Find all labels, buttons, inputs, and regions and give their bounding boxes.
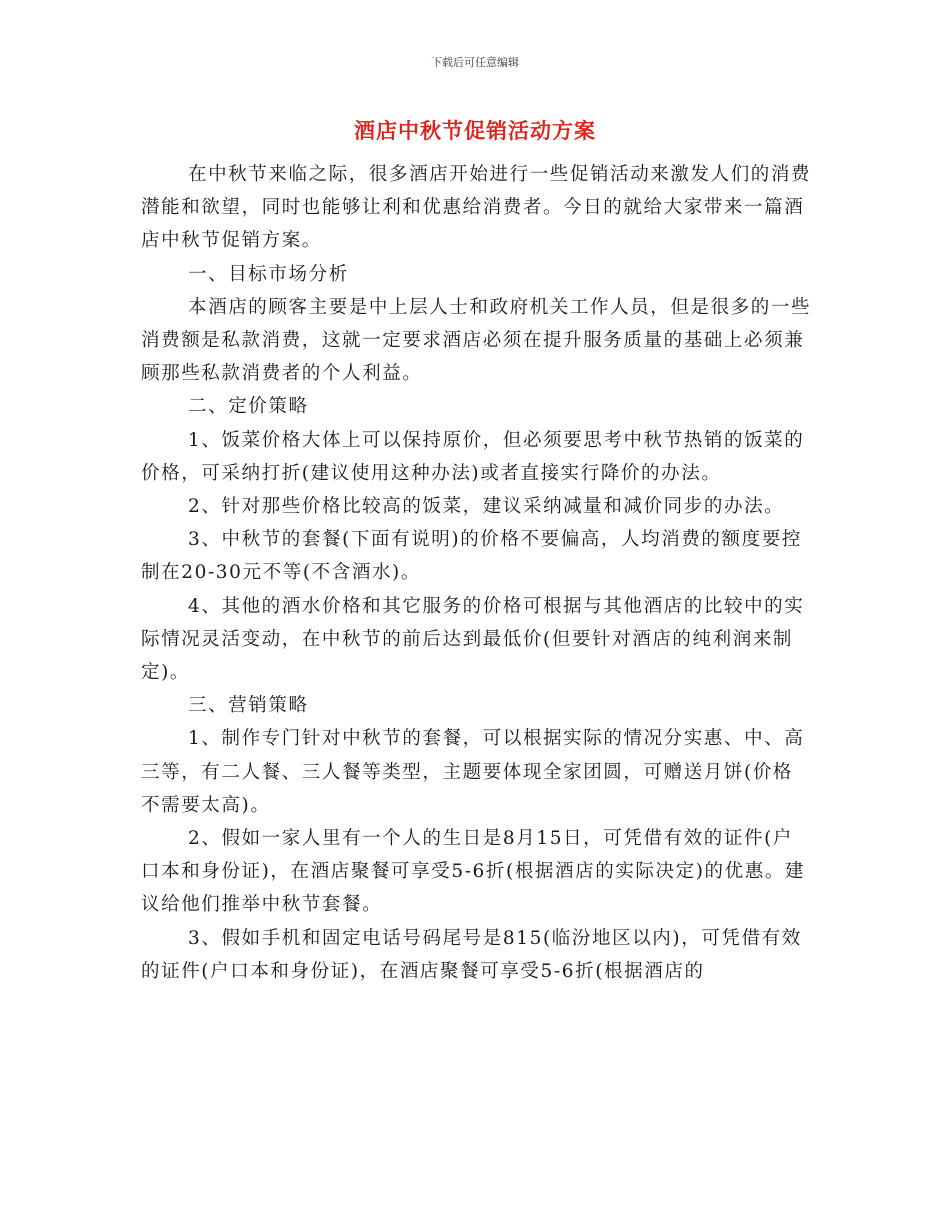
section-heading-market-analysis: 一、目标市场分析	[188, 263, 349, 285]
section-heading-pricing: 二、定价策略	[188, 396, 309, 418]
section-heading-marketing: 三、营销策略	[188, 695, 309, 717]
paragraph-pricing-2: 2、针对那些价格比较高的饭菜，建议采纳减量和减价同步的办法。	[188, 496, 785, 518]
paragraph-marketing-1: 1、制作专门针对中秋节的套餐，可以根据实际的情况分实惠、中、高三等，有二人餐、三人餐等类型，主题要体现全家团圆，可赠送月饼(价格不需要太高)。	[141, 728, 805, 816]
document-body	[141, 158, 813, 988]
page-header-note: 下载后可任意编辑	[431, 56, 519, 69]
paragraph-pricing-3: 3、中秋节的套餐(下面有说明)的价格不要偏高，人均消费的额度要控制在20-30元不等(不含酒水)。	[141, 529, 802, 584]
paragraph-pricing-4: 4、其他的酒水价格和其它服务的价格可根据与其他酒店的比较中的实际情况灵活变动，在中秋节的前后达到最低价(但要针对酒店的纯利润来制定)。	[141, 595, 805, 684]
paragraph-marketing-2: 2、假如一家人里有一个人的生日是8月15日，可凭借有效的证件(户口本和身份证)，在酒店聚餐可享受5-6折(根据酒店的实际决定)的优惠。建议给他们推举中秋节套餐。	[141, 828, 806, 916]
document-title: 酒店中秋节促销活动方案	[354, 118, 596, 143]
paragraph-marketing-3: 3、假如手机和固定电话号码尾号是815(临汾地区以内)，可凭借有效的证件(户口本和身份证)，在酒店聚餐可享受5-6折(根据酒店的	[141, 927, 802, 982]
paragraph-market-analysis: 本酒店的顾客主要是中上层人士和政府机关工作人员，但是很多的一些消费额是私款消费，这就一定要求酒店必须在提升服务质量的基础上必须兼顾那些私款消费者的个人利益。	[141, 296, 812, 385]
paragraph-intro: 在中秋节来临之际，很多酒店开始进行一些促销活动来激发人们的消费潜能和欲望，同时也能够让利和优惠给消费者。今日的就给大家带来一篇酒店中秋节促销方案。	[141, 164, 812, 252]
paragraph-pricing-1: 1、饭菜价格大体上可以保持原价，但必须要思考中秋节热销的饭菜的价格，可采纳打折(建议使用这种办法)或者直接实行降价的办法。	[141, 429, 805, 484]
